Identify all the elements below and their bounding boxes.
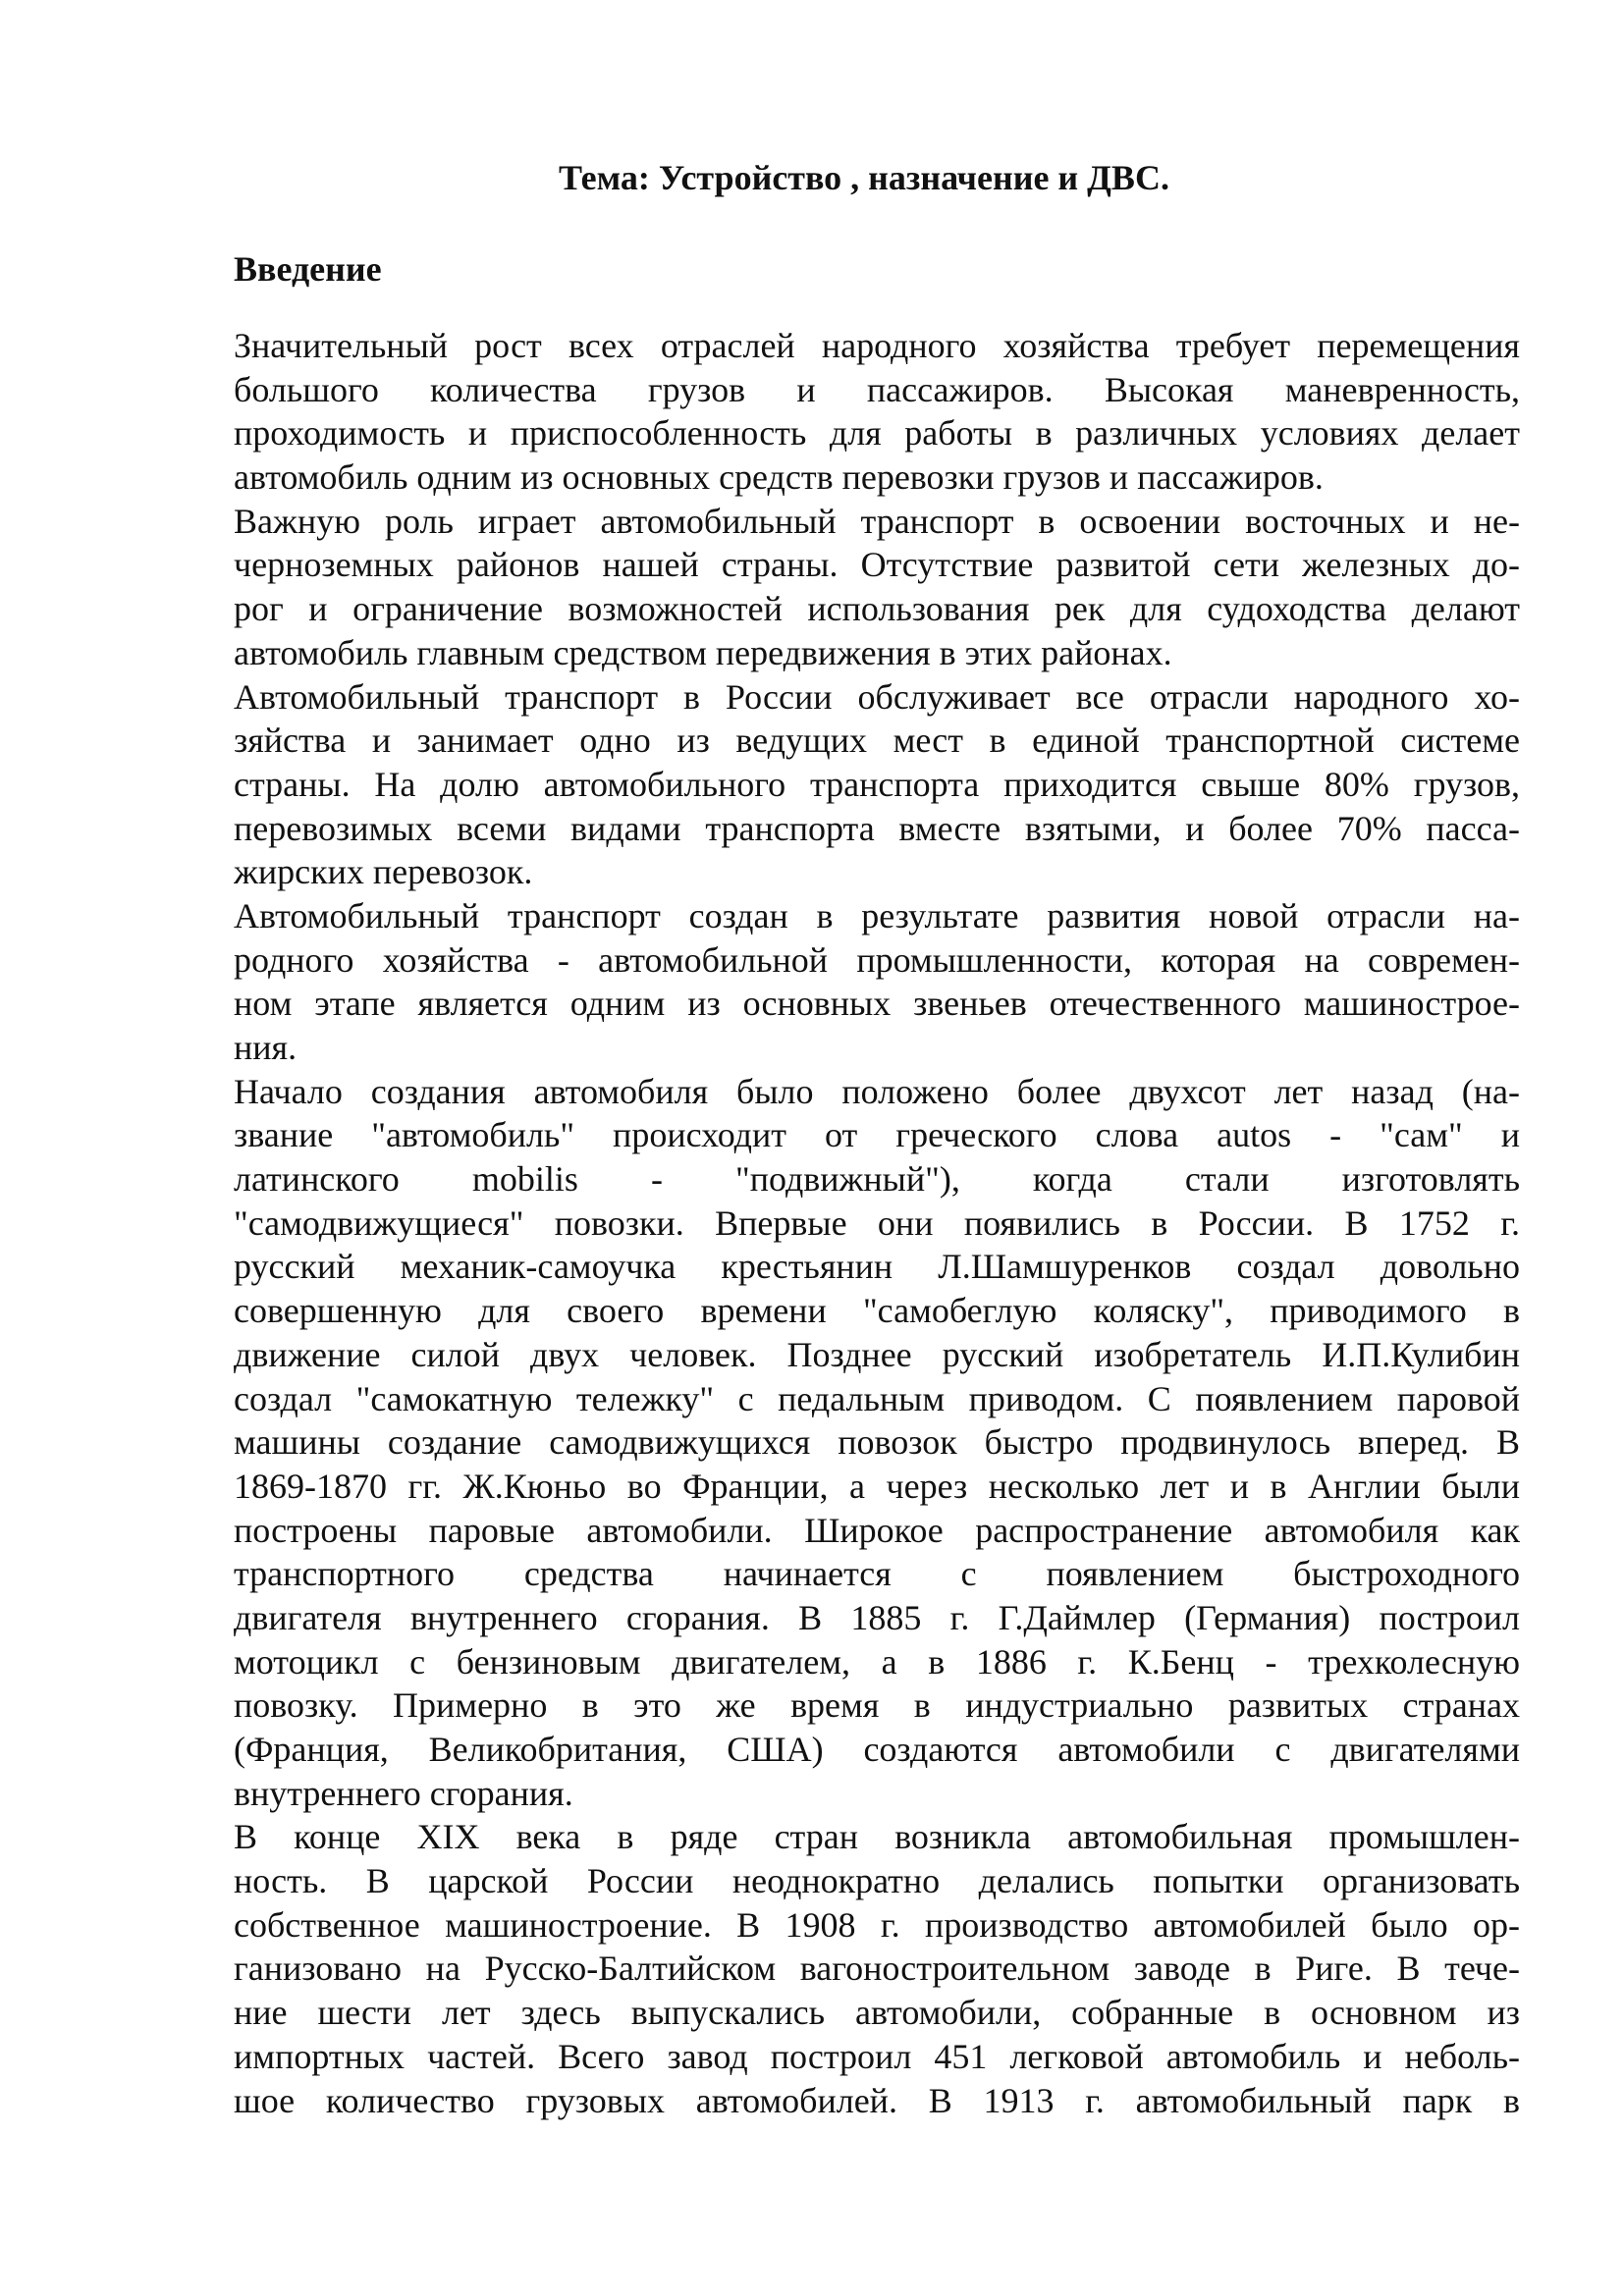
text-line: Автомобильный транспорт в России обслуживает все отрасли народного хо- [234,676,1520,717]
text-line: Значительный рост всех отраслей народного хозяйства требует перемещения [234,326,1520,365]
text-line: зяйства и занимает одно из ведущих мест в единой транспортной системе [234,721,1520,761]
text-line: (Франция, Великобритания, США) создаются автомобили с двигателями [234,1730,1520,1769]
text-line: транспортного средства начинается с появлением быстроходного [234,1554,1520,1594]
text-line: мотоцикл с бензиновым двигателем, а в 1886 г. К.Бенц - трехколесную [234,1641,1520,1682]
text-line: жирских перевозок. [234,852,533,892]
text-line: двигателя внутреннего сгорания. В 1885 г. Г.Даймлер (Германия) построил [234,1597,1520,1637]
text-line: перевозимых всеми видами транспорта вместе взятыми, и более 70% пасса- [234,808,1520,848]
text-line: шое количество грузовых автомобилей. В 1913 г. автомобильный парк в [234,2080,1520,2120]
text-line: автомобиль главным средством передвижения в этих районах. [234,632,1172,672]
section-heading: Введение [234,249,382,289]
text-line: создал "самокатную тележку" с педальным приводом. С появлением паровой [234,1378,1520,1418]
text-line: звание "автомобиль" происходит от греческого слова autos - "сам" и [234,1115,1520,1155]
text-line: повозку. Примерно в это же время в индустриально развитых странах [234,1685,1520,1726]
text-line: Важную роль играет автомобильный транспорт в освоении восточных и не- [234,501,1520,541]
text-line: 1869-1870 гг. Ж.Кюньо во Франции, а через несколько лет и в Англии были [234,1466,1520,1506]
body-text [234,324,1520,2122]
text-line: ния. [234,1028,298,1067]
text-line: машины создание самодвижущихся повозок быстро продвинулось вперед. В [234,1422,1520,1463]
text-line: совершенную для своего времени "самобеглую коляску", приводимого в [234,1291,1520,1331]
text-line: ном этапе является одним из основных звеньев отечественного машинострое- [234,984,1520,1024]
text-line: автомобиль одним из основных средств перевозки грузов и пассажиров. [234,457,1324,498]
text-line: большого количества грузов и пассажиров. Высокая маневренность, [234,369,1520,409]
text-line: ние шести лет здесь выпускались автомобили, собранные в основном из [234,1993,1520,2033]
text-line: импортных частей. Всего завод построил 451 легковой автомобиль и неболь- [234,2036,1520,2076]
text-line: Автомобильный транспорт создан в результате развития новой отрасли на- [234,895,1520,935]
text-line: собственное машиностроение. В 1908 г. производство автомобилей было ор- [234,1904,1520,1945]
text-line: Начало создания автомобиля было положено более двухсот лет назад (на- [234,1071,1520,1111]
text-line: В конце XIX века в ряде стран возникла автомобильная промышлен- [234,1817,1520,1857]
text-line: ганизовано на Русско-Балтийском вагоностроительном заводе в Риге. В тече- [234,1949,1520,1989]
text-line: черноземных районов нашей страны. Отсутствие развитой сети железных до- [234,545,1520,585]
text-line: страны. На долю автомобильного транспорта приходится свыше 80% грузов, [234,764,1520,804]
text-line: родного хозяйства - автомобильной промышленности, которая на современ- [234,939,1520,980]
text-line: русский механик-самоучка крестьянин Л.Шамшуренков создал довольно [234,1247,1520,1287]
text-line: рог и ограничение возможностей использования рек для судоходства делают [234,589,1520,629]
text-line: проходимость и приспособленность для работы в различных условиях делает [234,413,1520,454]
text-line: ность. В царской России неоднократно делались попытки организовать [234,1861,1520,1901]
text-line: латинского mobilis - "подвижный"), когда стали изготовлять [234,1159,1520,1200]
text-line: движение силой двух человек. Позднее русский изобретатель И.П.Кулибин [234,1334,1520,1374]
text-line: внутреннего сгорания. [234,1773,573,1813]
document-title: Тема: Устройство , назначение и ДВС. [559,158,1169,197]
text-line: "самодвижущиеся" повозки. Впервые они появились в России. В 1752 г. [234,1202,1520,1243]
text-line: построены паровые автомобили. Широкое распространение автомобиля как [234,1510,1520,1550]
